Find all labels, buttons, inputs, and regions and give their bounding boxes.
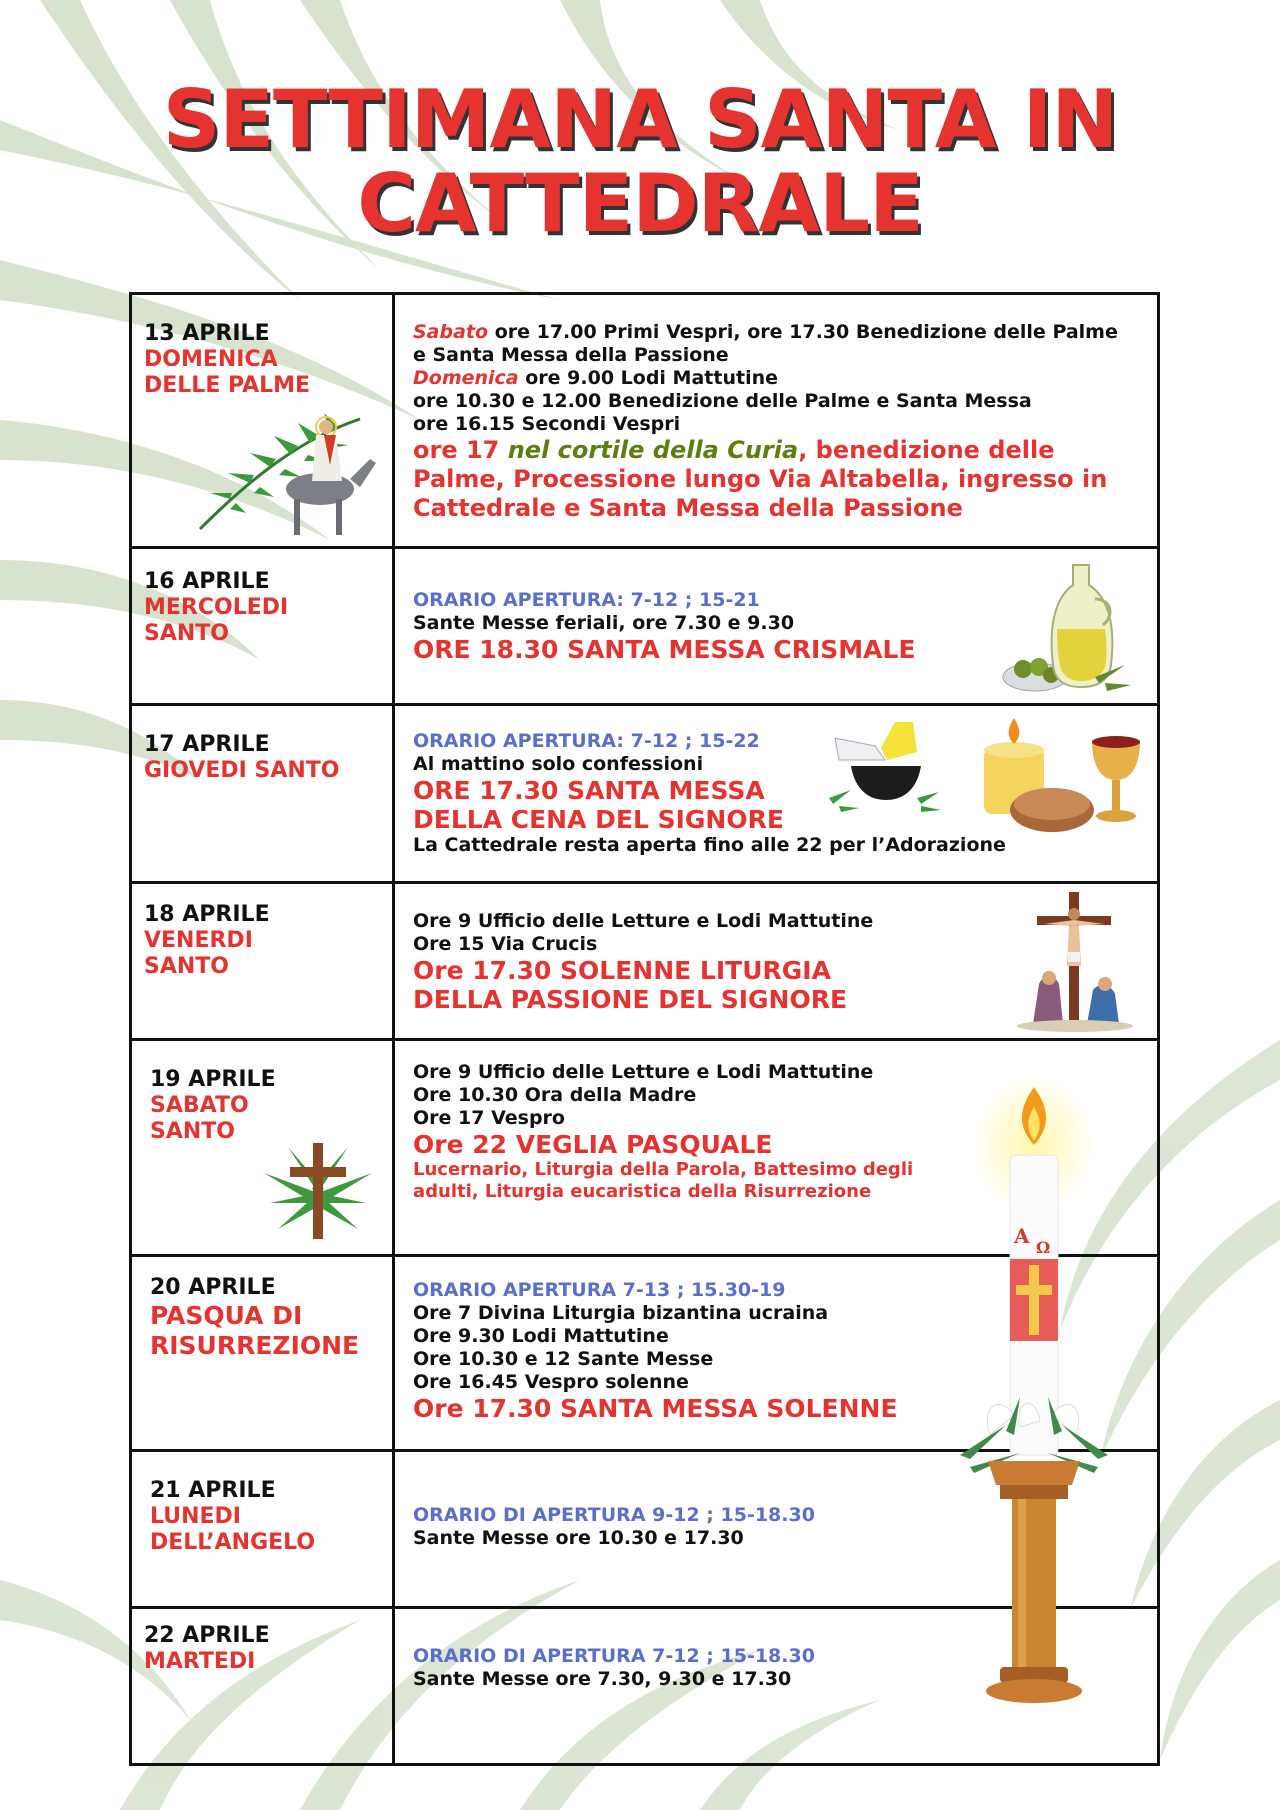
schedule-line: Sante Messe ore 7.30, 9.30 e 17.30 bbox=[413, 1668, 792, 1690]
day-name: RISURREZIONE bbox=[150, 1331, 360, 1360]
highlight-line: Palme, Processione lungo Via Altabella, ingresso in bbox=[413, 465, 1108, 493]
table-row bbox=[131, 883, 1159, 1040]
day-date: 22 APRILE bbox=[144, 1623, 270, 1648]
highlight-line: ORE 18.30 SANTA MESSA CRISMALE bbox=[413, 635, 916, 664]
highlight-detail: Lucernario, Liturgia della Parola, Battesimo degli bbox=[413, 1159, 914, 1180]
day-cell bbox=[131, 883, 394, 1040]
table-row bbox=[131, 705, 1159, 883]
schedule-line: Al mattino solo confessioni bbox=[413, 753, 704, 775]
schedule-line: Ore 9 Ufficio delle Letture e Lodi Mattutine bbox=[413, 910, 874, 932]
highlight-line: Ore 22 VEGLIA PASQUALE bbox=[413, 1130, 773, 1159]
title-line-1: SETTIMANA SANTA IN bbox=[162, 73, 1118, 166]
day-date: 13 APRILE bbox=[144, 321, 270, 346]
day-cell bbox=[131, 548, 394, 705]
highlight-line: ORE 17.30 SANTA MESSA bbox=[413, 776, 765, 805]
highlight-line: Cattedrale e Santa Messa della Passione bbox=[413, 494, 963, 522]
omega-letter: Ω bbox=[1036, 1238, 1051, 1257]
highlight-line: ore 17 bbox=[413, 436, 508, 464]
schedule-cell bbox=[394, 705, 1159, 883]
foot-washing-icon bbox=[825, 718, 945, 818]
day-cell bbox=[131, 1608, 394, 1765]
crucifix-icon bbox=[1015, 890, 1135, 1035]
schedule-line: Ore 7 Divina Liturgia bizantina ucraina bbox=[413, 1302, 829, 1324]
day-name: MERCOLEDI bbox=[144, 595, 289, 620]
day-name: SANTO bbox=[144, 621, 229, 646]
schedule-line: Ore 17 Vespro bbox=[413, 1107, 565, 1129]
schedule-line: Ore 15 Via Crucis bbox=[413, 933, 598, 955]
palm-donkey-icon bbox=[190, 399, 390, 539]
day-name: DELLE PALME bbox=[144, 373, 311, 398]
day-date: 18 APRILE bbox=[144, 902, 270, 927]
curia-courtyard-text: nel cortile della Curia bbox=[507, 436, 799, 464]
highlight-line: DELLA PASSIONE DEL SIGNORE bbox=[413, 985, 848, 1014]
day-cell bbox=[131, 705, 394, 883]
opening-hours: ORARIO DI APERTURA 7-12 ; 15-18.30 bbox=[413, 1645, 815, 1667]
schedule-line: Sante Messe ore 10.30 e 17.30 bbox=[413, 1527, 744, 1549]
day-cell bbox=[131, 1451, 394, 1608]
day-name: DOMENICA bbox=[144, 347, 278, 372]
schedule-line: Ore 9.30 Lodi Mattutine bbox=[413, 1325, 669, 1347]
day-date: 19 APRILE bbox=[150, 1067, 276, 1092]
opening-hours: ORARIO APERTURA 7-13 ; 15.30-19 bbox=[413, 1279, 786, 1301]
bread-chalice-icon bbox=[980, 712, 1150, 842]
schedule-line: Ore 16.45 Vespro solenne bbox=[413, 1371, 689, 1393]
highlight-line: , benedizione delle bbox=[798, 436, 1055, 464]
schedule-line: ore 16.15 Secondi Vespri bbox=[413, 413, 681, 435]
schedule-cell bbox=[394, 548, 1159, 705]
day-date: 17 APRILE bbox=[144, 732, 270, 757]
day-date: 21 APRILE bbox=[150, 1478, 276, 1503]
schedule-cell bbox=[394, 294, 1159, 548]
day-cell bbox=[131, 1040, 394, 1256]
day-name: SANTO bbox=[150, 1119, 235, 1144]
schedule-cell bbox=[394, 883, 1159, 1040]
schedule-line: Ore 9 Ufficio delle Letture e Lodi Mattutine bbox=[413, 1061, 874, 1083]
schedule-line: ore 17.00 Primi Vespri, ore 17.30 Benedizione delle Palme bbox=[488, 321, 1118, 343]
highlight-detail: adulti, Liturgia eucaristica della Risurrezione bbox=[413, 1181, 872, 1202]
day-date: 16 APRILE bbox=[144, 569, 270, 594]
oil-jar-icon bbox=[995, 559, 1135, 699]
sunday-label: Domenica bbox=[413, 367, 519, 389]
schedule-line: Ore 10.30 Ora della Madre bbox=[413, 1084, 697, 1106]
day-name: LUNEDI bbox=[150, 1504, 241, 1529]
table-row bbox=[131, 548, 1159, 705]
highlight-line: Ore 17.30 SANTA MESSA SOLENNE bbox=[413, 1394, 898, 1423]
schedule-line: ore 10.30 e 12.00 Benedizione delle Palme e Santa Messa bbox=[413, 390, 1032, 412]
day-cell bbox=[131, 294, 394, 548]
schedule-line: ore 9.00 Lodi Mattutine bbox=[518, 367, 778, 389]
day-date: 20 APRILE bbox=[150, 1275, 276, 1300]
schedule-line: e Santa Messa della Passione bbox=[413, 344, 729, 366]
opening-hours: ORARIO DI APERTURA 9-12 ; 15-18.30 bbox=[413, 1504, 815, 1526]
day-name: PASQUA DI bbox=[150, 1301, 303, 1330]
saturday-label: Sabato bbox=[413, 321, 489, 343]
day-name: SABATO bbox=[150, 1093, 249, 1118]
opening-hours: ORARIO APERTURA: 7-12 ; 15-22 bbox=[413, 730, 760, 752]
page-title bbox=[0, 73, 1280, 250]
opening-hours: ORARIO APERTURA: 7-12 ; 15-21 bbox=[413, 589, 760, 611]
day-cell bbox=[131, 1256, 394, 1451]
schedule-line: Sante Messe feriali, ore 7.30 e 9.30 bbox=[413, 612, 795, 634]
schedule-line: La Cattedrale resta aperta fino alle 22 per l’Adorazione bbox=[413, 834, 1006, 856]
schedule-line: Ore 10.30 e 12 Sante Messe bbox=[413, 1348, 714, 1370]
cross-palm-icon bbox=[258, 1133, 378, 1243]
day-name: SANTO bbox=[144, 954, 229, 979]
day-name: MARTEDI bbox=[144, 1649, 256, 1674]
highlight-line: Ore 17.30 SOLENNE LITURGIA bbox=[413, 956, 831, 985]
day-name: VENERDI bbox=[144, 928, 253, 953]
day-name: DELL’ANGELO bbox=[150, 1530, 316, 1555]
day-name: GIOVEDI SANTO bbox=[144, 758, 340, 783]
alpha-letter: A bbox=[1014, 1224, 1030, 1248]
table-row bbox=[131, 294, 1159, 548]
title-line-2: CATTEDRALE bbox=[357, 157, 923, 250]
paschal-candle-icon bbox=[930, 1075, 1120, 1715]
highlight-line: DELLA CENA DEL SIGNORE bbox=[413, 805, 784, 834]
